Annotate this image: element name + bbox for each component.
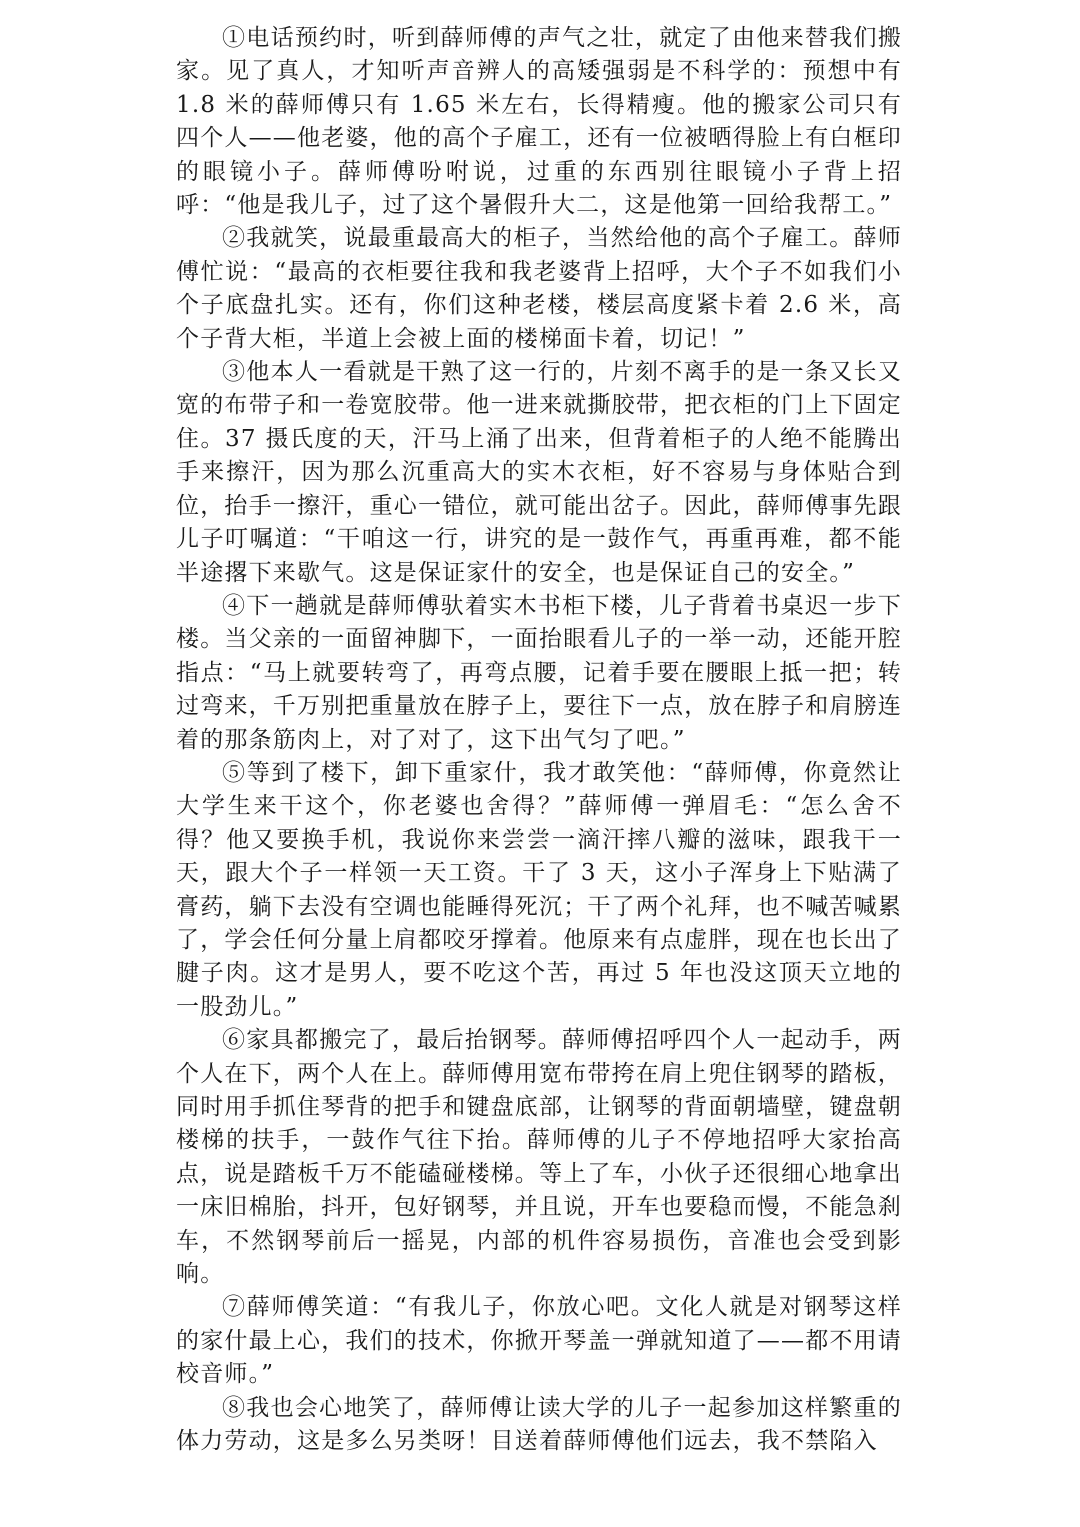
paragraph-6: ⑥家具都搬完了，最后抬钢琴。薛师傅招呼四个人一起动手，两个人在下，两个人在上。薛师傅用宽布带挎在肩上兜住钢琴的踏板，同时用手抓住琴背的把手和键盘底部，让钢琴的背面朝墙壁，键盘朝楼梯的扶手，一鼓作气往下抬。薛师傅的儿子不停地招呼大家抬高点，说是踏板千万不能磕碰楼梯。等上了车，小伙子还很细心地拿出一床旧棉胎，抖开，包好钢琴，并且说，开车也要稳而慢，不能急刹车，不然钢琴前后一摇晃，内部的机件容易损伤，音准也会受到影响。 — [176, 1027, 902, 1288]
paragraph-3: ③他本人一看就是干熟了这一行的，片刻不离手的是一条又长又宽的布带子和一卷宽胶带。他一进来就撕胶带，把衣柜的门上下固定住。37 摄氏度的天，汗马上涌了出来，但背着柜子的人绝不能腾出手来擦汗，因为那么沉重高大的实木衣柜，好不容易与身体贴合到位，抬手一擦汗，重心一错位，就可能出岔子。因此，薛师傅事先跟儿子叮嘱道：“干咱这一行，讲究的是一鼓作气，再重再难，都不能半途撂下来歇气。这是保证家什的安全，也是保证自己的安全。” — [176, 359, 902, 586]
paragraph-1: ①电话预约时，听到薛师傅的声气之壮，就定了由他来替我们搬家。见了真人，才知听声音辨人的高矮强弱是不科学的：预想中有1.8 米的薛师傅只有 1.65 米左右，长得精瘦。他的搬家公司只有四个人——他老婆，他的高个子雇工，还有一位被晒得脸上有白框印的眼镜小子。薛师傅吩咐说，过重的东西别往眼镜小子背上招呼：“他是我儿子，过了这个暑假升大二，这是他第一回给我帮工。” — [176, 25, 902, 219]
paragraph-5: ⑤等到了楼下，卸下重家什，我才敢笑他：“薛师傅，你竟然让大学生来干这个，你老婆也舍得？”薛师傅一弹眉毛：“怎么舍不得？他又要换手机，我说你来尝尝一滴汗摔八瓣的滋味，跟我干一天，跟大个子一样领一天工资。干了 3 天，这小子浑身上下贴满了膏药，躺下去没有空调也能睡得死沉；干了两个礼拜，也不喊苦喊累了，学会任何分量上肩都咬牙撑着。他原来有点虚胖，现在也长出了腱子肉。这才是男人，要不吃这个苦，再过 5 年也没这顶天立地的一股劲儿。” — [176, 759, 902, 1020]
paragraph-4: ④下一趟就是薛师傅驮着实木书柜下楼，儿子背着书桌迟一步下楼。当父亲的一面留神脚下，一面抬眼看儿子的一举一动，还能开腔指点：“马上就要转弯了，再弯点腰，记着手要在腰眼上抵一把；转过弯来，千万别把重量放在脖子上，要往下一点，放在脖子和肩膀连着的那条筋肉上，对了对了，这下出气匀了吧。” — [176, 592, 902, 753]
paragraph-7: ⑦薛师傅笑道：“有我儿子，你放心吧。文化人就是对钢琴这样的家什最上心，我们的技术，你掀开琴盖一弹就知道了——都不用请校音师。” — [176, 1294, 902, 1388]
paragraph-8: ⑧我也会心地笑了，薛师傅让读大学的儿子一起参加这样繁重的体力劳动，这是多么另类呀！目送着薛师傅他们远去，我不禁陷入 — [176, 1394, 902, 1455]
article-body — [176, 22, 902, 1458]
paragraph-2: ②我就笑，说最重最高大的柜子，当然给他的高个子雇工。薛师傅忙说：“最高的衣柜要往我和我老婆背上招呼，大个子不如我们小个子底盘扎实。还有，你们这种老楼，楼层高度紧卡着 2.6 米，高个子背大柜，半道上会被上面的楼梯面卡着，切记！” — [176, 225, 902, 352]
